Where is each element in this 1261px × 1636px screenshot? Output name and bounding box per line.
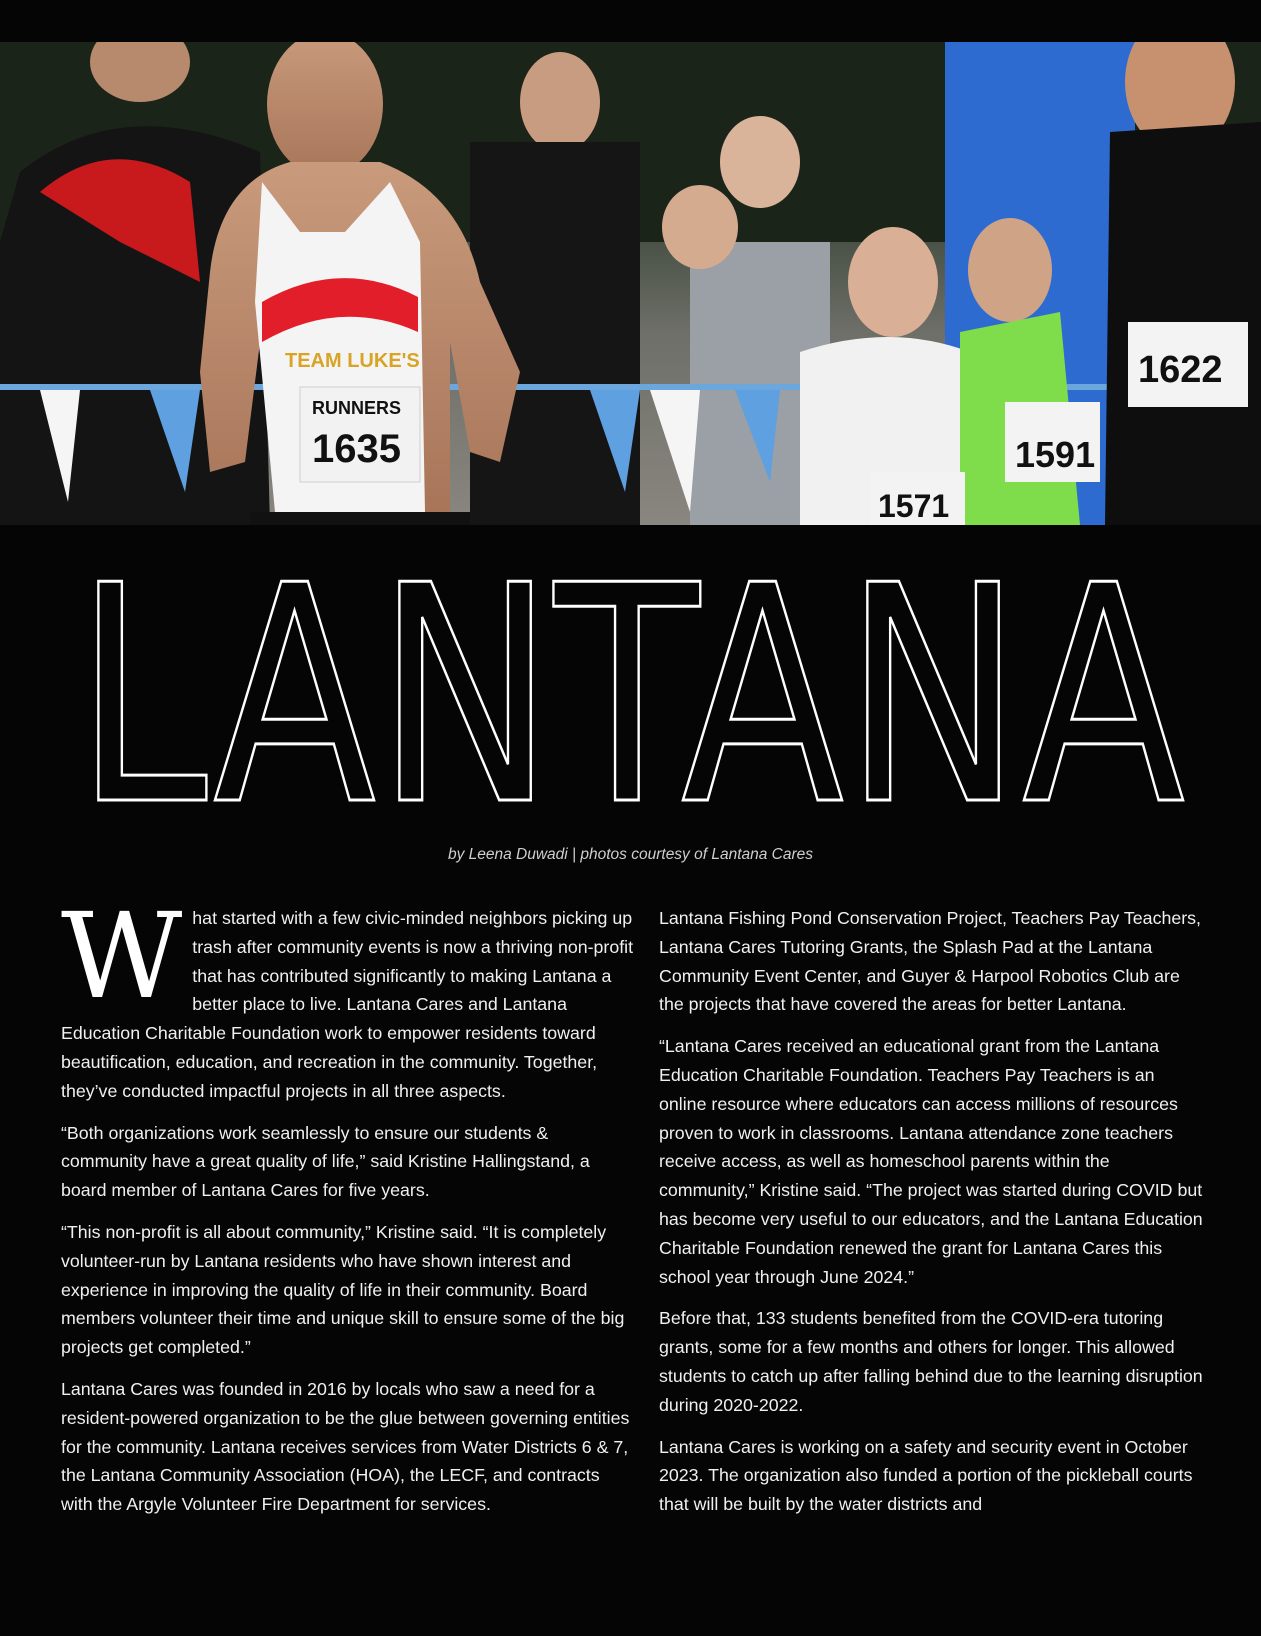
paragraph: “Both organizations work seamlessly to ensure our students & community have a great quality of life,” said Kristine Hallingstand, a board member of Lantana Cares for five years. xyxy=(61,1122,590,1201)
bib-number-1591: 1591 xyxy=(1015,434,1096,475)
paragraph: Before that, 133 students benefited from the COVID-era tutoring grants, some for a few months and others for longer. This allowed students to catch up after falling behind due to the learning disruption during 2020-2022. xyxy=(659,1308,1203,1415)
paragraph: Lantana Fishing Pond Conservation Project, Teachers Pay Teachers, Lantana Cares Tutoring Grants, the Splash Pad at the Lantana Community Event Center, and Guyer & Harpool Robotics Club are the projects that have covered the areas for better Lantana. xyxy=(659,908,1201,1015)
paragraph xyxy=(61,887,636,1106)
article-column-right xyxy=(659,904,1204,1532)
article-title-graphic xyxy=(0,560,1261,810)
bib-number-1622: 1622 xyxy=(1138,349,1223,391)
article-column-left xyxy=(61,887,636,1532)
paragraph: Lantana Cares was founded in 2016 by locals who saw a need for a resident-powered organization to be the glue between governing entities for the community. Lantana receives services from Water Districts 6 & 7, the Lantana Community Association (HOA), the LECF, and contracts with the Argyle Volunteer Fire Department for services. xyxy=(61,1378,630,1515)
bib-number-1571: 1571 xyxy=(878,488,950,524)
top-black-bar xyxy=(0,0,1261,42)
drop-cap: W xyxy=(61,887,183,1025)
runners-photo-illustration xyxy=(0,42,1261,525)
shirt-text: TEAM LUKE'S xyxy=(285,350,420,372)
paragraph: “Lantana Cares received an educational grant from the Lantana Education Charitable Foundation. Teachers Pay Teachers is an online resource where educators can access millions of resources proven to work in classrooms. Lantana attendance zone teachers receive access, as well as homeschool parents within the community,” Kristine said. “The project was started during COVID but has become very useful to our educators, and the Lantana Education Charitable Foundation renewed the grant for Lantana Cares this school year through June 2024.” xyxy=(659,1036,1203,1287)
hero-photo xyxy=(0,42,1261,525)
bib-label: RUNNERS xyxy=(312,398,402,418)
paragraph-text: hat started with a few civic-minded neighbors picking up trash after community events is now a thriving non-profit that has contributed significantly to making Lantana a better place to live. Lantana Cares and Lantana Education Charitable Foundation work to empower residents toward beautification, education, and recreation in the community. Together, they’ve conducted impactful projects in all three aspects. xyxy=(61,908,634,1101)
byline: by Leena Duwadi | photos courtesy of Lantana Cares xyxy=(447,846,814,863)
article-title: LANTANA xyxy=(75,560,1186,810)
bib-number-1635: 1635 xyxy=(312,427,401,471)
paragraph: “This non-profit is all about community,” Kristine said. “It is completely volunteer-run by Lantana residents who have shown interest and experience in improving the quality of life in their community. Board members volunteer their time and unique skill to ensure some of the big projects get completed.” xyxy=(61,1221,625,1358)
paragraph: Lantana Cares is working on a safety and security event in October 2023. The organization also funded a portion of the pickleball courts that will be built by the water districts and xyxy=(659,1436,1193,1515)
